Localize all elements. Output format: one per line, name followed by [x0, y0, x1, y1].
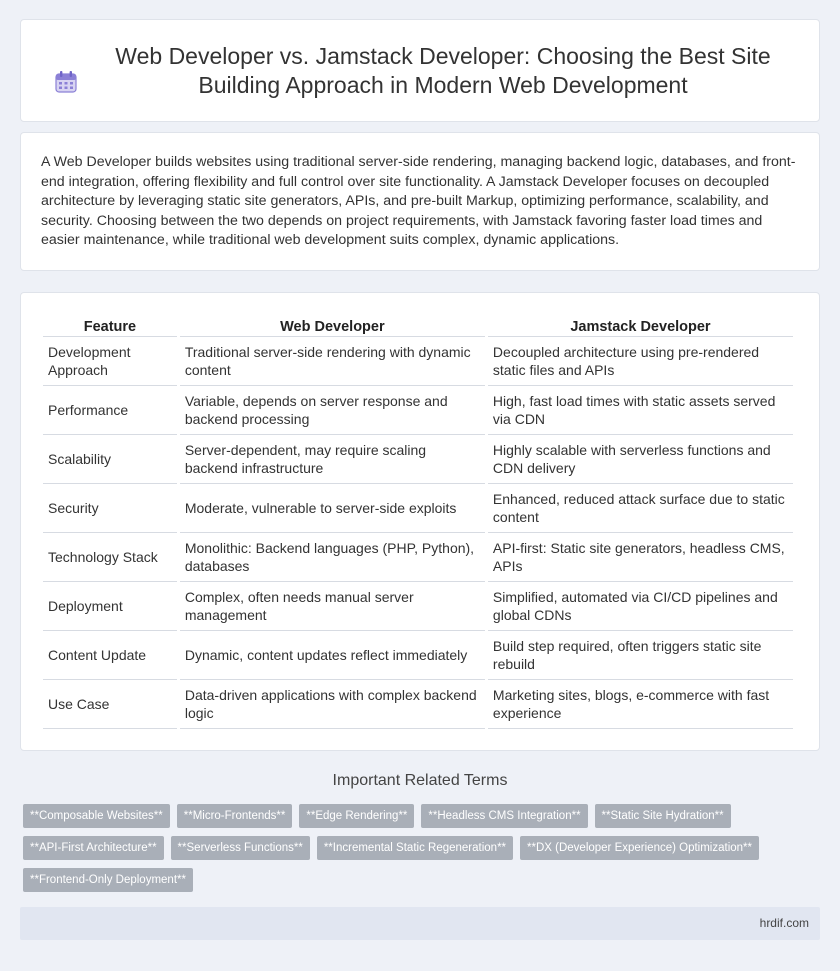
comparison-table — [40, 313, 796, 729]
title-card — [20, 19, 820, 122]
summary-text: A Web Developer builds websites using traditional server-side rendering, managing backend logic, databases, and front-end integration, offering flexibility and full control over site functionality. A Jamstack Developer focuses on decoupled architecture by leveraging static site generators, APIs, and pre-built Markup, optimizing performance, scalability, and security. Choosing between the two depends on project requirements, with Jamstack favoring faster load times and easier maintenance, while traditional web development suits complex, dynamic applications. — [41, 154, 796, 248]
web-developer-cell: Traditional server-side rendering with dynamic content — [180, 337, 485, 386]
web-developer-cell: Variable, depends on server response and backend processing — [180, 386, 485, 435]
feature-cell: Use Case — [43, 680, 177, 729]
page-title: Web Developer vs. Jamstack Developer: Choosing the Best Site Building Approach in Modern Web Development — [115, 42, 771, 98]
title-wrap — [50, 42, 790, 100]
feature-cell: Development Approach — [43, 337, 177, 386]
jamstack-developer-cell: Enhanced, reduced attack surface due to static content — [488, 484, 793, 533]
jamstack-developer-cell: Highly scalable with serverless functions and CDN delivery — [488, 435, 793, 484]
jamstack-developer-cell: High, fast load times with static assets served via CDN — [488, 386, 793, 435]
jamstack-developer-cell: Marketing sites, blogs, e-commerce with fast experience — [488, 680, 793, 729]
web-developer-cell: Dynamic, content updates reflect immediately — [180, 631, 485, 680]
feature-cell: Deployment — [43, 582, 177, 631]
table-row — [43, 533, 793, 582]
footer-site-link[interactable]: hrdif.com — [759, 916, 809, 930]
footer — [20, 907, 820, 940]
table-row — [43, 582, 793, 631]
related-term-tag[interactable]: **DX (Developer Experience) Optimization** — [520, 836, 759, 860]
related-term-tag[interactable]: **Composable Websites** — [23, 804, 170, 828]
header-jamstack-developer: Jamstack Developer — [488, 313, 793, 337]
header-feature: Feature — [43, 313, 177, 337]
table-header-row — [43, 313, 793, 337]
web-developer-cell: Moderate, vulnerable to server-side exploits — [180, 484, 485, 533]
summary-card — [20, 132, 820, 271]
related-terms-tags — [23, 804, 813, 892]
jamstack-developer-cell: Build step required, often triggers static site rebuild — [488, 631, 793, 680]
calendar-icon — [52, 68, 80, 96]
table-row — [43, 680, 793, 729]
feature-cell: Security — [43, 484, 177, 533]
jamstack-developer-cell: Simplified, automated via CI/CD pipelines and global CDNs — [488, 582, 793, 631]
table-row — [43, 484, 793, 533]
header-web-developer: Web Developer — [180, 313, 485, 337]
web-developer-cell: Server-dependent, may require scaling backend infrastructure — [180, 435, 485, 484]
related-term-tag[interactable]: **Micro-Frontends** — [177, 804, 293, 828]
jamstack-developer-cell: Decoupled architecture using pre-rendered static files and APIs — [488, 337, 793, 386]
feature-cell: Scalability — [43, 435, 177, 484]
related-term-tag[interactable]: **Incremental Static Regeneration** — [317, 836, 513, 860]
table-row — [43, 337, 793, 386]
feature-cell: Performance — [43, 386, 177, 435]
feature-cell: Content Update — [43, 631, 177, 680]
related-term-tag[interactable]: **API-First Architecture** — [23, 836, 164, 860]
comparison-table-card — [20, 292, 820, 751]
related-term-tag[interactable]: **Serverless Functions** — [171, 836, 310, 860]
table-row — [43, 386, 793, 435]
web-developer-cell: Monolithic: Backend languages (PHP, Python), databases — [180, 533, 485, 582]
table-row — [43, 435, 793, 484]
related-term-tag[interactable]: **Static Site Hydration** — [595, 804, 731, 828]
feature-cell: Technology Stack — [43, 533, 177, 582]
related-term-tag[interactable]: **Frontend-Only Deployment** — [23, 868, 193, 892]
web-developer-cell: Complex, often needs manual server management — [180, 582, 485, 631]
related-terms-title: Important Related Terms — [332, 772, 508, 789]
related-term-tag[interactable]: **Edge Rendering** — [299, 804, 414, 828]
web-developer-cell: Data-driven applications with complex backend logic — [180, 680, 485, 729]
jamstack-developer-cell: API-first: Static site generators, headless CMS, APIs — [488, 533, 793, 582]
related-term-tag[interactable]: **Headless CMS Integration** — [421, 804, 587, 828]
table-row — [43, 631, 793, 680]
